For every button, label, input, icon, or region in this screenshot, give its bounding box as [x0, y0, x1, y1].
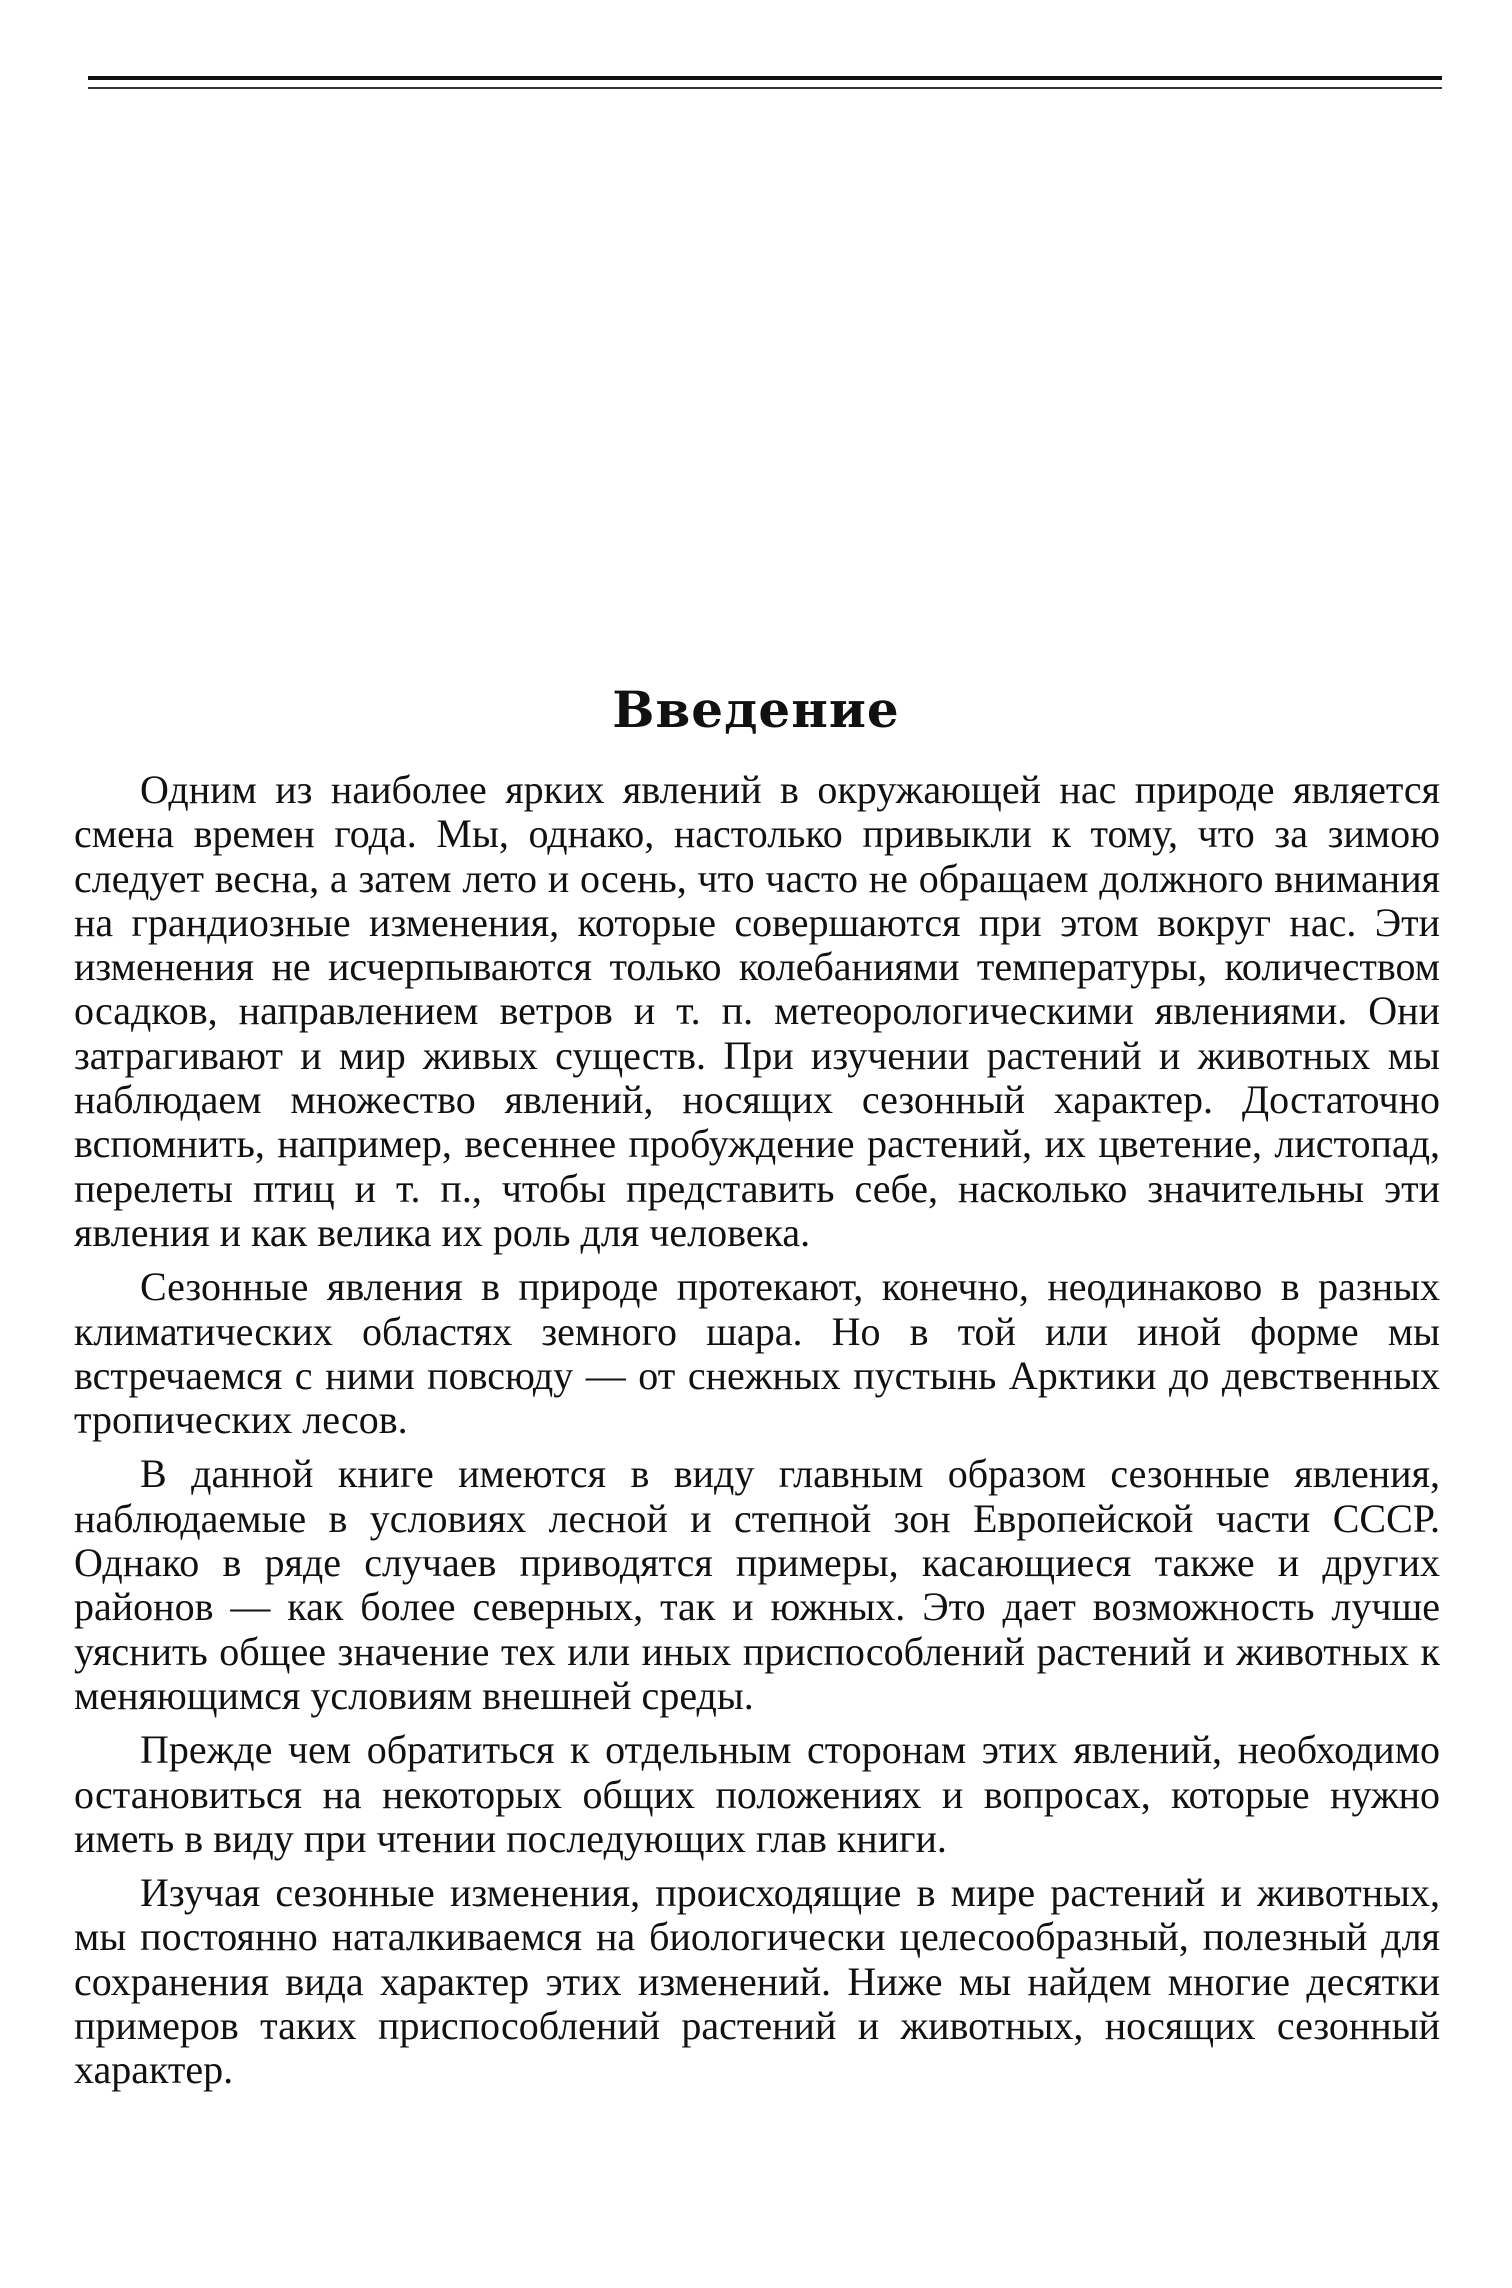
paragraph-4: Прежде чем обратиться к отдельным сторонам этих явлений, необходимо остановиться на некоторых общих положениях и вопросах, которые нужно иметь в виду при чтении последующих глав книги.: [74, 1727, 1440, 1861]
header-rule-thin: [88, 87, 1442, 89]
paragraph-2: Сезонные явления в природе протекают, конечно, неодинаково в разных климатических областях земного шара. Но в той или иной форме мы встречаемся с ними повсюду — от снежных пустынь Арктики до девственных тропических лесов.: [74, 1264, 1440, 1443]
paragraph-5: Изучая сезонные изменения, происходящие в мире растений и животных, мы постоянно наталкиваемся на биологически целесообразный, полезный для сохранения вида характер этих изменений. Ниже мы найдем многие десятки примеров таких приспособлений растений и животных, носящих сезонный характер.: [74, 1870, 1440, 2093]
chapter-body: [74, 768, 1440, 2103]
chapter-heading: Введение: [612, 680, 900, 739]
paragraph-1: Одним из наиболее ярких явлений в окружающей нас природе является смена времен года. Мы, однако, настолько привыкли к тому, что за зимою следует весна, а затем лето и осень, что часто не обращаем должного внимания на грандиозные изменения, которые совершаются при этом вокруг нас. Эти изменения не исчерпываются только колебаниями температуры, количеством осадков, направлением ветров и т. п. метеорологическими явлениями. Они затрагивают и мир живых существ. При изучении растений и животных мы наблюдаем множество явлений, носящих сезонный характер. Достаточно вспомнить, например, весеннее пробуждение растений, их цветение, листопад, перелеты птиц и т. п., чтобы представить себе, насколько значительны эти явления и как велика их роль для человека.: [74, 767, 1440, 1255]
header-rule-thick: [88, 76, 1442, 80]
paragraph-3: В данной книге имеются в виду главным образом сезонные явления, наблюдаемые в условиях лесной и степной зон Европейской части СССР. Однако в ряде случаев приводятся примеры, касающиеся также и других районов — как более северных, так и южных. Это дает возможность лучше уяснить общее значение тех или иных приспособлений растений и животных к меняющимся условиям внешней среды.: [74, 1451, 1440, 1718]
